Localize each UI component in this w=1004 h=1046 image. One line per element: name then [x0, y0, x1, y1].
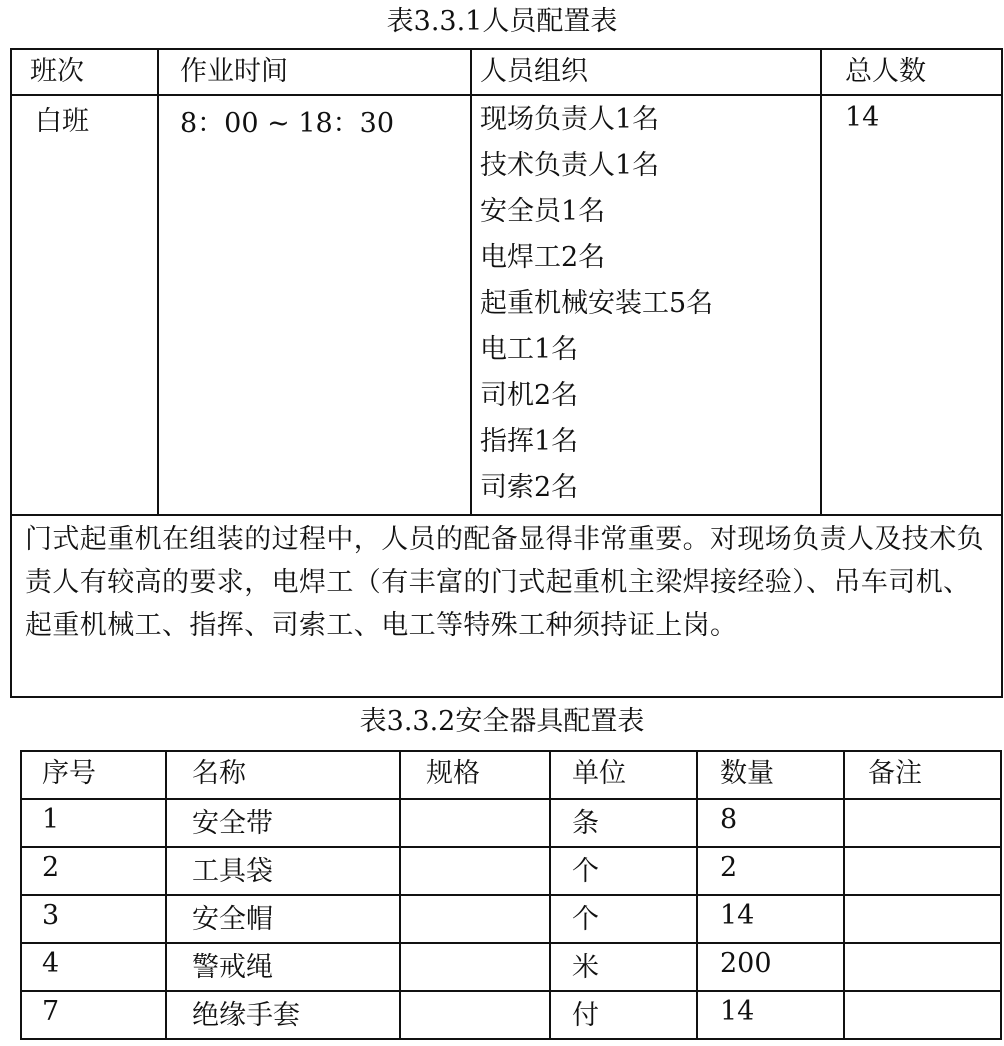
roles-list	[480, 104, 713, 518]
header-work-time: 作业时间	[180, 56, 288, 87]
cell-quantity: 8	[720, 804, 738, 835]
header-shift: 班次	[30, 56, 84, 87]
header-unit: 单位	[572, 758, 626, 789]
cell-quantity: 200	[720, 948, 772, 979]
cell-name: 绝缘手套	[192, 1000, 300, 1031]
header-total-staff: 总人数	[845, 56, 926, 87]
cell-index: 3	[42, 900, 60, 931]
role-item: 安全员1名	[480, 196, 606, 227]
cell-unit: 付	[572, 1000, 599, 1031]
cell-name: 安全带	[192, 808, 273, 839]
header-spec: 规格	[426, 758, 480, 789]
role-item: 起重机械安装工5名	[480, 288, 714, 319]
cell-name: 警戒绳	[192, 952, 273, 983]
cell-unit: 条	[572, 808, 599, 839]
cell-work-time: 8：00 ~ 18：30	[180, 108, 395, 139]
safety-equipment-table	[20, 750, 1002, 1044]
cell-unit: 个	[572, 904, 599, 935]
cell-unit: 米	[572, 952, 599, 983]
cell-shift: 白班	[35, 106, 89, 137]
table1-caption: 表3.3.1人员配置表	[386, 6, 618, 37]
role-item: 指挥1名	[480, 426, 579, 457]
role-item: 电焊工2名	[480, 242, 606, 273]
role-item: 电工1名	[480, 334, 579, 365]
header-quantity: 数量	[720, 758, 774, 789]
role-item: 现场负责人1名	[480, 104, 660, 135]
header-name: 名称	[192, 758, 246, 789]
cell-unit: 个	[572, 856, 599, 887]
staffing-note: 门式起重机在组装的过程中，人员的配备显得非常重要。对现场负责人及技术负责人有较高的要求，电焊工（有丰富的门式起重机主梁焊接经验）、吊车司机、起重机械工、指挥、司索工、电工等特殊工种须持证上岗。	[25, 524, 984, 641]
cell-index: 4	[42, 948, 60, 979]
cell-name: 安全帽	[192, 904, 273, 935]
header-index: 序号	[42, 758, 96, 789]
header-staff-organization: 人员组织	[480, 56, 588, 87]
cell-quantity: 14	[720, 996, 755, 1027]
cell-name: 工具袋	[192, 856, 273, 887]
cell-index: 2	[42, 852, 60, 883]
cell-quantity: 2	[720, 852, 738, 883]
personnel-table	[10, 48, 1003, 698]
table2-caption: 表3.3.2安全器具配置表	[359, 706, 645, 737]
header-remarks: 备注	[868, 758, 922, 789]
cell-total-staff: 14	[845, 102, 880, 133]
role-item: 司索2名	[480, 472, 579, 503]
role-item: 司机2名	[480, 380, 579, 411]
role-item: 技术负责人1名	[480, 150, 660, 181]
cell-index: 1	[42, 804, 60, 835]
cell-quantity: 14	[720, 900, 755, 931]
cell-index: 7	[42, 996, 60, 1027]
